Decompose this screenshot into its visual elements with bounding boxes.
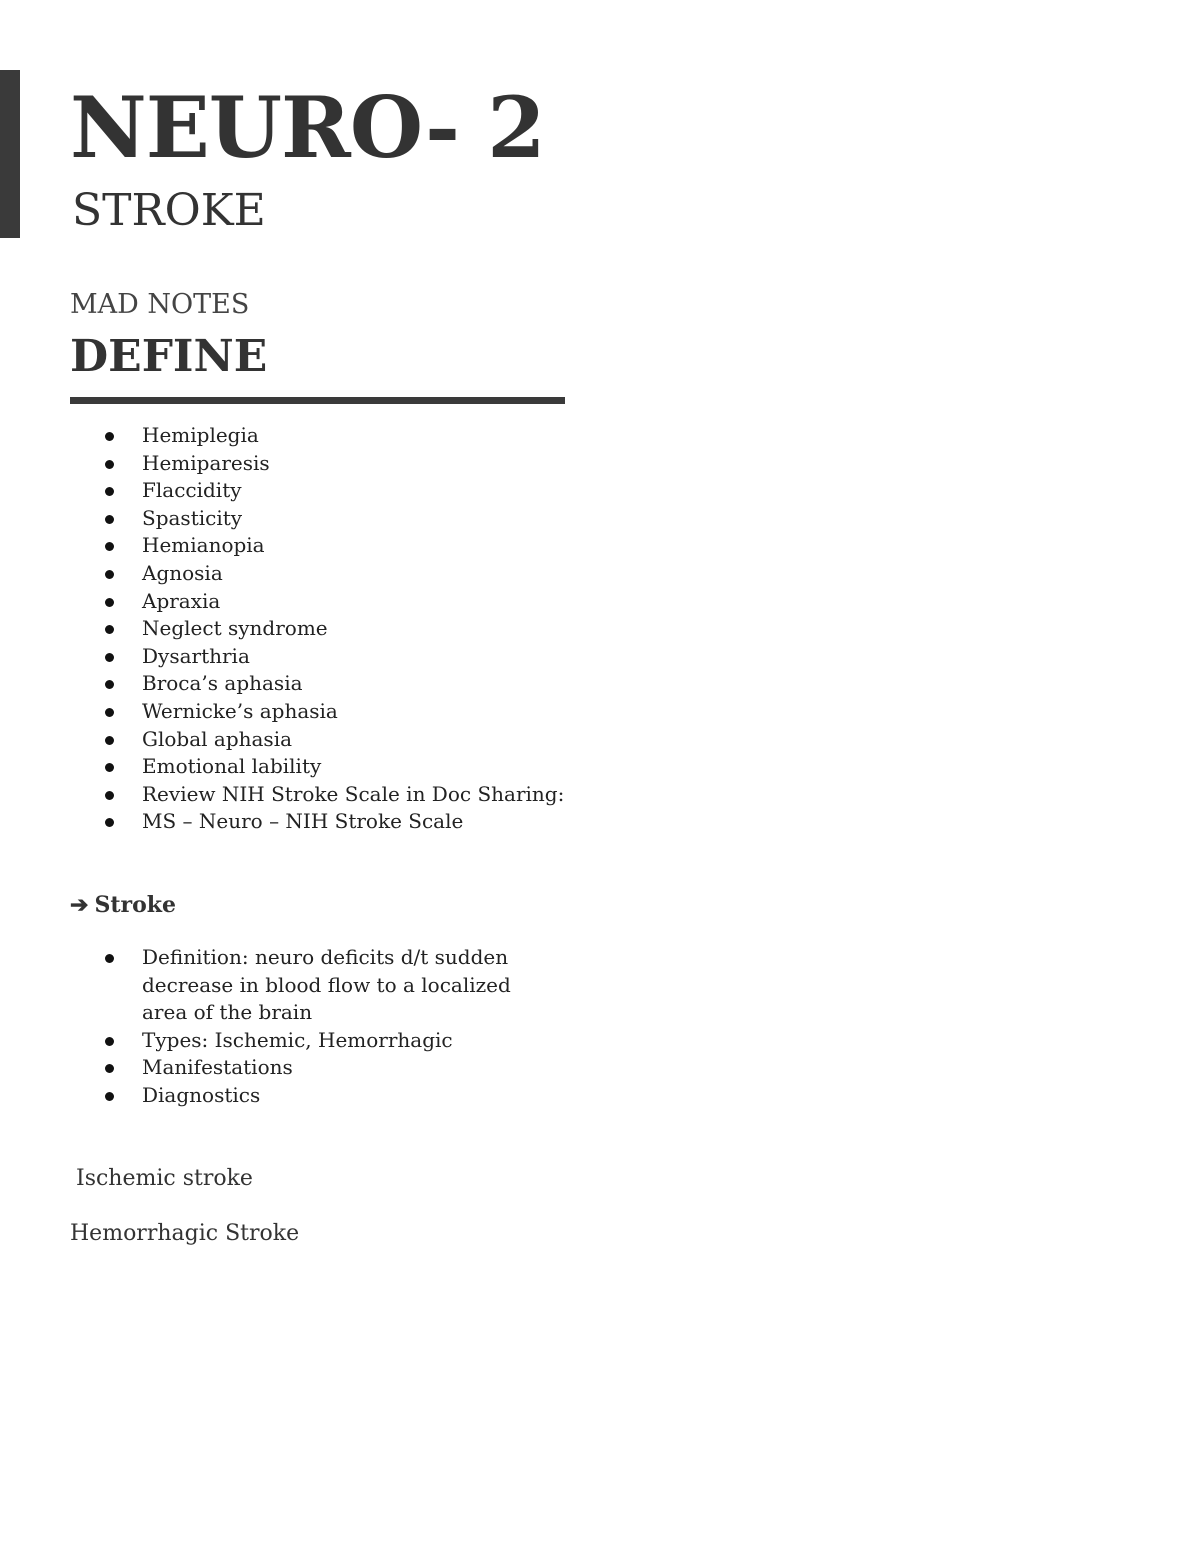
list-item [0, 588, 564, 616]
list-item [0, 1082, 562, 1110]
list-item-text: Broca’s aphasia [142, 671, 303, 696]
list-item-text: Spasticity [142, 505, 243, 530]
list-item [0, 450, 564, 478]
bullet-icon [105, 680, 114, 689]
list-item [0, 753, 564, 781]
list-item [0, 781, 564, 809]
list-item [0, 505, 564, 533]
list-item-text: Wernicke’s aphasia [142, 698, 338, 723]
list-item-text: Apraxia [142, 588, 221, 613]
list-item [0, 944, 562, 1027]
stroke-heading [70, 890, 176, 920]
list-item [0, 422, 564, 450]
define-heading: DEFINE [70, 331, 268, 382]
list-item [0, 532, 564, 560]
ischemic-stroke-label: Ischemic stroke [76, 1166, 253, 1191]
list-item-text: Review NIH Stroke Scale in Doc Sharing: [142, 781, 565, 806]
bullet-icon [105, 515, 114, 524]
bullet-icon [105, 570, 114, 579]
list-item [0, 808, 564, 836]
list-item-text: Flaccidity [142, 478, 242, 503]
document-subtitle: STROKE [72, 185, 266, 236]
document-title: NEURO- 2 [70, 78, 545, 177]
bullet-icon [105, 1064, 114, 1073]
list-item [0, 670, 564, 698]
bullet-icon [105, 708, 114, 717]
list-item-text: Hemiplegia [142, 423, 259, 447]
list-item-text: Types: Ischemic, Hemorrhagic [142, 1027, 453, 1052]
list-item-text: Definition: neuro deficits d/t sudden decrease in blood flow to a localized area of the brain [142, 945, 511, 1025]
list-item [0, 1027, 562, 1055]
title-accent-bar [0, 70, 20, 238]
list-item [0, 560, 564, 588]
arrow-right-icon: ➔ [70, 892, 89, 918]
list-item [0, 643, 564, 671]
list-item-text: Neglect syndrome [142, 616, 328, 641]
list-item [0, 698, 564, 726]
list-item [0, 615, 564, 643]
bullet-icon [105, 1092, 114, 1101]
list-item-text: Hemiparesis [142, 450, 270, 475]
bullet-icon [105, 625, 114, 634]
list-item-text: Agnosia [142, 560, 223, 585]
list-item-text: Manifestations [142, 1055, 293, 1080]
list-item-text: Diagnostics [142, 1082, 261, 1107]
bullet-icon [105, 432, 114, 441]
list-item-text: Dysarthria [142, 643, 250, 668]
list-item [0, 726, 564, 754]
define-divider [70, 397, 565, 404]
bullet-icon [105, 763, 114, 772]
bullet-icon [105, 954, 114, 963]
bullet-icon [105, 818, 114, 827]
bullet-icon [105, 791, 114, 800]
bullet-icon [105, 542, 114, 551]
bullet-icon [105, 736, 114, 745]
list-item [0, 477, 564, 505]
bullet-icon [105, 460, 114, 469]
list-item-text: Hemianopia [142, 533, 265, 558]
stroke-list [0, 944, 562, 1110]
list-item-text: Global aphasia [142, 726, 293, 751]
bullet-icon [105, 653, 114, 662]
mad-notes-label: MAD NOTES [70, 289, 250, 320]
list-item-text: MS – Neuro – NIH Stroke Scale [142, 809, 464, 834]
list-item [0, 1054, 562, 1082]
define-list [0, 422, 564, 836]
list-item-text: Emotional lability [142, 754, 322, 779]
bullet-icon [105, 598, 114, 607]
bullet-icon [105, 487, 114, 496]
hemorrhagic-stroke-label: Hemorrhagic Stroke [70, 1221, 300, 1246]
stroke-heading-text: Stroke [94, 892, 176, 918]
bullet-icon [105, 1037, 114, 1046]
